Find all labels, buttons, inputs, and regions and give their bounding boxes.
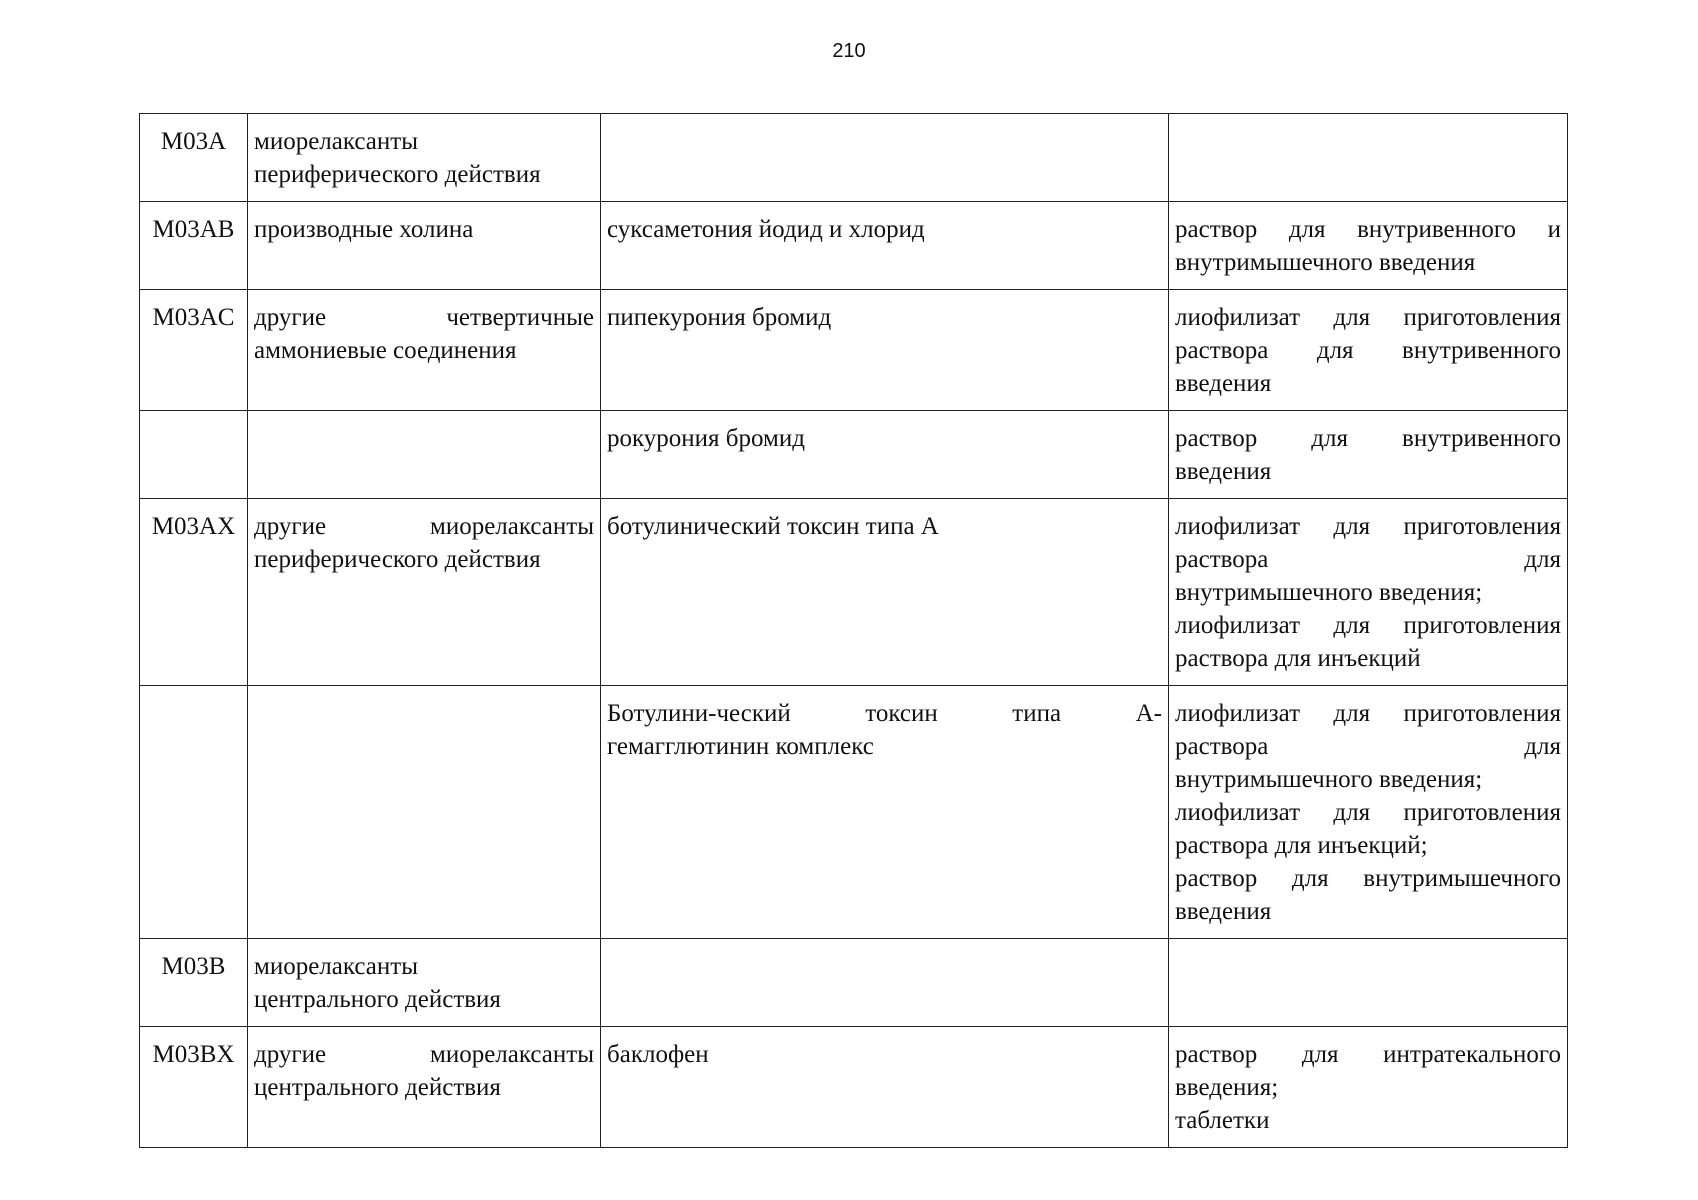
drug-name-cell	[601, 202, 1169, 290]
group-name-line: миорелаксанты	[254, 128, 418, 155]
group-name-line: производные холина	[254, 216, 474, 243]
drug-name-cell	[601, 499, 1169, 686]
dosage-form-line: раствора для инъекций	[1175, 645, 1421, 672]
page-number: 210	[832, 40, 866, 62]
dosage-form-line: лиофилизат для приготовления	[1175, 700, 1561, 727]
group-name-cell	[248, 202, 601, 290]
dosage-form-line: лиофилизат для приготовления	[1175, 799, 1561, 826]
dosage-form-line: введения;	[1175, 1074, 1279, 1101]
dosage-form-line: введения	[1175, 898, 1272, 925]
group-name-line: другие четвертичные	[254, 304, 594, 331]
table-row	[140, 290, 1568, 411]
drug-name-line: Ботулини-ческий токсин типа А-	[607, 700, 1162, 727]
dosage-form-line: лиофилизат для приготовления	[1175, 513, 1561, 540]
dosage-form-line: раствора для	[1175, 546, 1561, 573]
table-row	[140, 202, 1568, 290]
dosage-form-cell	[1169, 939, 1568, 1027]
dosage-form-line: раствора для инъекций;	[1175, 832, 1428, 859]
dosage-form-line: раствора для внутривенного	[1175, 337, 1561, 364]
dosage-form-cell	[1169, 290, 1568, 411]
drug-name-line: пипекурония бромид	[607, 304, 832, 331]
dosage-form-line: внутримышечного введения	[1175, 249, 1476, 276]
drug-classification-table	[139, 113, 1568, 1148]
table-row	[140, 1027, 1568, 1148]
table-body	[140, 114, 1568, 1148]
group-name-cell	[248, 1027, 601, 1148]
atc-code-cell	[140, 686, 248, 939]
dosage-form-cell	[1169, 411, 1568, 499]
dosage-form-cell	[1169, 686, 1568, 939]
dosage-form-line: раствор для внутривенного	[1175, 425, 1561, 452]
atc-code-cell: M03AX	[140, 499, 248, 686]
group-name-line: другие миорелаксанты	[254, 1041, 594, 1068]
table-row	[140, 114, 1568, 202]
dosage-form-line: введения	[1175, 458, 1272, 485]
dosage-form-line: таблетки	[1175, 1107, 1270, 1134]
drug-name-cell	[601, 939, 1169, 1027]
dosage-form-line: лиофилизат для приготовления	[1175, 304, 1561, 331]
group-name-line: центрального действия	[254, 1074, 501, 1101]
group-name-line: другие миорелаксанты	[254, 513, 594, 540]
group-name-cell	[248, 686, 601, 939]
group-name-line: периферического действия	[254, 546, 541, 573]
group-name-cell	[248, 411, 601, 499]
drug-name-cell	[601, 411, 1169, 499]
table-row	[140, 499, 1568, 686]
dosage-form-line: раствор для интратекального	[1175, 1041, 1561, 1068]
atc-code-cell: M03AB	[140, 202, 248, 290]
atc-code-cell: M03AC	[140, 290, 248, 411]
group-name-cell	[248, 939, 601, 1027]
atc-code-cell: M03B	[140, 939, 248, 1027]
drug-name-line: ботулинический токсин типа А	[607, 513, 939, 540]
drug-name-line: гемагглютинин комплекс	[607, 733, 874, 760]
group-name-line: периферического действия	[254, 161, 541, 188]
drug-name-line: рокурония бромид	[607, 425, 805, 452]
group-name-line: центрального действия	[254, 986, 501, 1013]
drug-name-line: суксаметония йодид и хлорид	[607, 216, 925, 243]
table-row	[140, 411, 1568, 499]
atc-code-cell: M03A	[140, 114, 248, 202]
dosage-form-cell	[1169, 1027, 1568, 1148]
dosage-form-cell	[1169, 499, 1568, 686]
atc-code-cell	[140, 411, 248, 499]
group-name-cell	[248, 114, 601, 202]
dosage-form-line: раствор для внутривенного и	[1175, 216, 1561, 243]
dosage-form-line: введения	[1175, 370, 1272, 397]
dosage-form-line: внутримышечного введения;	[1175, 579, 1483, 606]
group-name-line: миорелаксанты	[254, 953, 418, 980]
drug-name-cell	[601, 290, 1169, 411]
drug-name-cell	[601, 114, 1169, 202]
dosage-form-cell	[1169, 114, 1568, 202]
table-row	[140, 939, 1568, 1027]
dosage-form-cell	[1169, 202, 1568, 290]
table-row	[140, 686, 1568, 939]
group-name-cell	[248, 290, 601, 411]
group-name-line: аммониевые соединения	[254, 337, 517, 364]
drug-name-line: баклофен	[607, 1041, 709, 1068]
dosage-form-line: внутримышечного введения;	[1175, 766, 1483, 793]
atc-code-cell: M03BX	[140, 1027, 248, 1148]
dosage-form-line: раствора для	[1175, 733, 1561, 760]
drug-name-cell	[601, 1027, 1169, 1148]
drug-name-cell	[601, 686, 1169, 939]
dosage-form-line: лиофилизат для приготовления	[1175, 612, 1561, 639]
group-name-cell	[248, 499, 601, 686]
dosage-form-line: раствор для внутримышечного	[1175, 865, 1561, 892]
